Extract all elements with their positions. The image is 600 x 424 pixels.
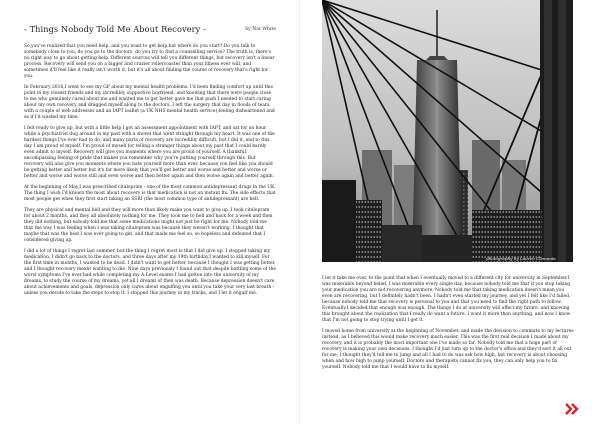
left-column-body	[24, 44, 276, 302]
double-chevron-right-icon[interactable]	[564, 401, 580, 415]
city-skyline-photo	[322, 0, 573, 262]
article-header	[24, 24, 276, 40]
paragraph: So,you've realized that you need help, and you want to get help,but where do you start? Do you talk to somebody close to you, do you go to the doctors, do you try to find a counselling service? The truth is, there's no right way to go about getting help. Different sources will tell you different things, but recovery isn't a linear process. Recovery will send you on a bigger and crazier rollercoaster than your illness ever will, and sometimes it'll feel like it really isn't worth it, but it's all about finding the course of recovery that's right for you.	[24, 44, 275, 80]
article-byline: by Nat White	[245, 27, 276, 32]
photo-caption: photography by Lauren Clements	[486, 256, 556, 261]
paragraph: They are physical and mental hell and they will more than likely make you want to give up. I took citalopram for about 2 months, and they all absolutely nothing for me. They took me to hell and back for a week and then they did nothing, but nobody told me that some medications might not just be right for me. Nobody told me that the way I was feeling when I was taking citalopram was because they weren't working. I thought that maybe that was the best I was ever going to get, and that made me feel so, so hopeless and defeated that I considered giving up.	[24, 207, 273, 244]
paragraph: I did a lot of things I regret last summer, but the thing I regret most is that I did give up. I stopped taking my medication, I didn't go back to the doctors, and three days after my 19th birthday,I wanted to kill myself. For the first time in months, I wanted to be dead. I didn't want to get better, because I thought I was getting better, and I thought recovery meant wanting to die. Nine days previously I found out that despite battling some of the worst symptoms I've ever had while completing my A-Level exams I had gotten into the university of my dreams, to study the course of my dreams, yet all I dreamt of then was death. Because depression doesn't care about achievements and goals, depression only cares about engulfing you until you take your very last breath - unless you decide to take the steps to stop it. I stopped this journey in my tracks, and I let it engulf me.	[24, 248, 276, 297]
paragraph: In February 2016,I went to see my GP about my mental health problems. I'd been finding comfort up until this point in my closest friends and my incredibly supportive boyfriend, and knowing that there were people close to me who genuinely cared about me and wanted me to get better gave me that push I needed to start caring about my own recovery and dragged myself along to the doctors. I left the surgery that day in floods of tears, with a couple of web addresses and an IAPT leaflet (a UK NHS mental health service),feeling disheartened and as if I'd wasted my time.	[24, 84, 275, 121]
paragraph: I moved home from university at the beginning of November, and made the decision to commute to my lectures instead, as I believed this would make recovery much easier. This was the first real decision I made about my recovery, and it is probably the most important one I've made so far. Nobody told me that a huge part of recovery is making your own decisions. I thought I'd just turn up to the doctor's office and they'd sort it all out for me; I thought they'd tell me to jump and all I had to do was ask how high, but recovery is about choosing when and how high to jump yourself. Doctors and therapists cannot fix you, they can only help you to fix yourself. Nobody told me that I would have to fix myself.	[322, 329, 574, 371]
paragraph: I let it take me over, to the point that when I eventually moved to a different city for university in September,I was miserable beyond belief. I was miserable every single day, because nobody told me that if you stop taking your medication you are not recovering anymore. Nobody told me that taking medication doesn't mean you even are recovering, but I definitely hadn't been. I hadn't even started my journey, and yet I felt like I'd failed, because nobody told me that recovery is personal to you and that you need to find the right path to follow. Eventually,I decided that enough was enough. The things I do at university will affect my future, and knowing this brought about the realization that I really do want a future. I want it more than anything, and now I know that I'm not going to stop trying until I get it.	[322, 276, 571, 324]
paragraph: At the beginning of May,I was prescribed citalopram - one of the most common antidepressant drugs in the UK. The thing I wish I'd known the most about recovery is that medication is not an instant fix. The side effects that most people get when they first start taking an SSRI (the most common type of antidepressant) are hell.	[24, 185, 276, 203]
article-title: - Things Nobody Told Me About Recovery -	[24, 24, 206, 34]
right-column-body	[322, 276, 574, 376]
paragraph: I felt ready to give up, but with a little help I got an assessment appointment with IAPT, and sat for an hour while a psychiatrist dug around in my past with a shovel that went straight through my heart. It was one of the hardest things I've ever had to do, and many parts of recovery are incredibly difficult, but I did it, and to this day I am proud of myself. I'm proud of myself for telling a stranger things about my past that I could barely even admit to myself. Recovery will give you moments where you are proud of yourself. A thankful, encompassing feeling of pride that makes you remember why you're putting yourself through this. But recovery will also give you moments where you hate yourself more than ever, because you feel like you should be getting better and better but it's far more likely that you'll get better and worse and better and worse or better and worse and worse still and even worse and then better again and then worse again and better again.	[24, 125, 275, 180]
skyline-illustration	[322, 0, 573, 262]
